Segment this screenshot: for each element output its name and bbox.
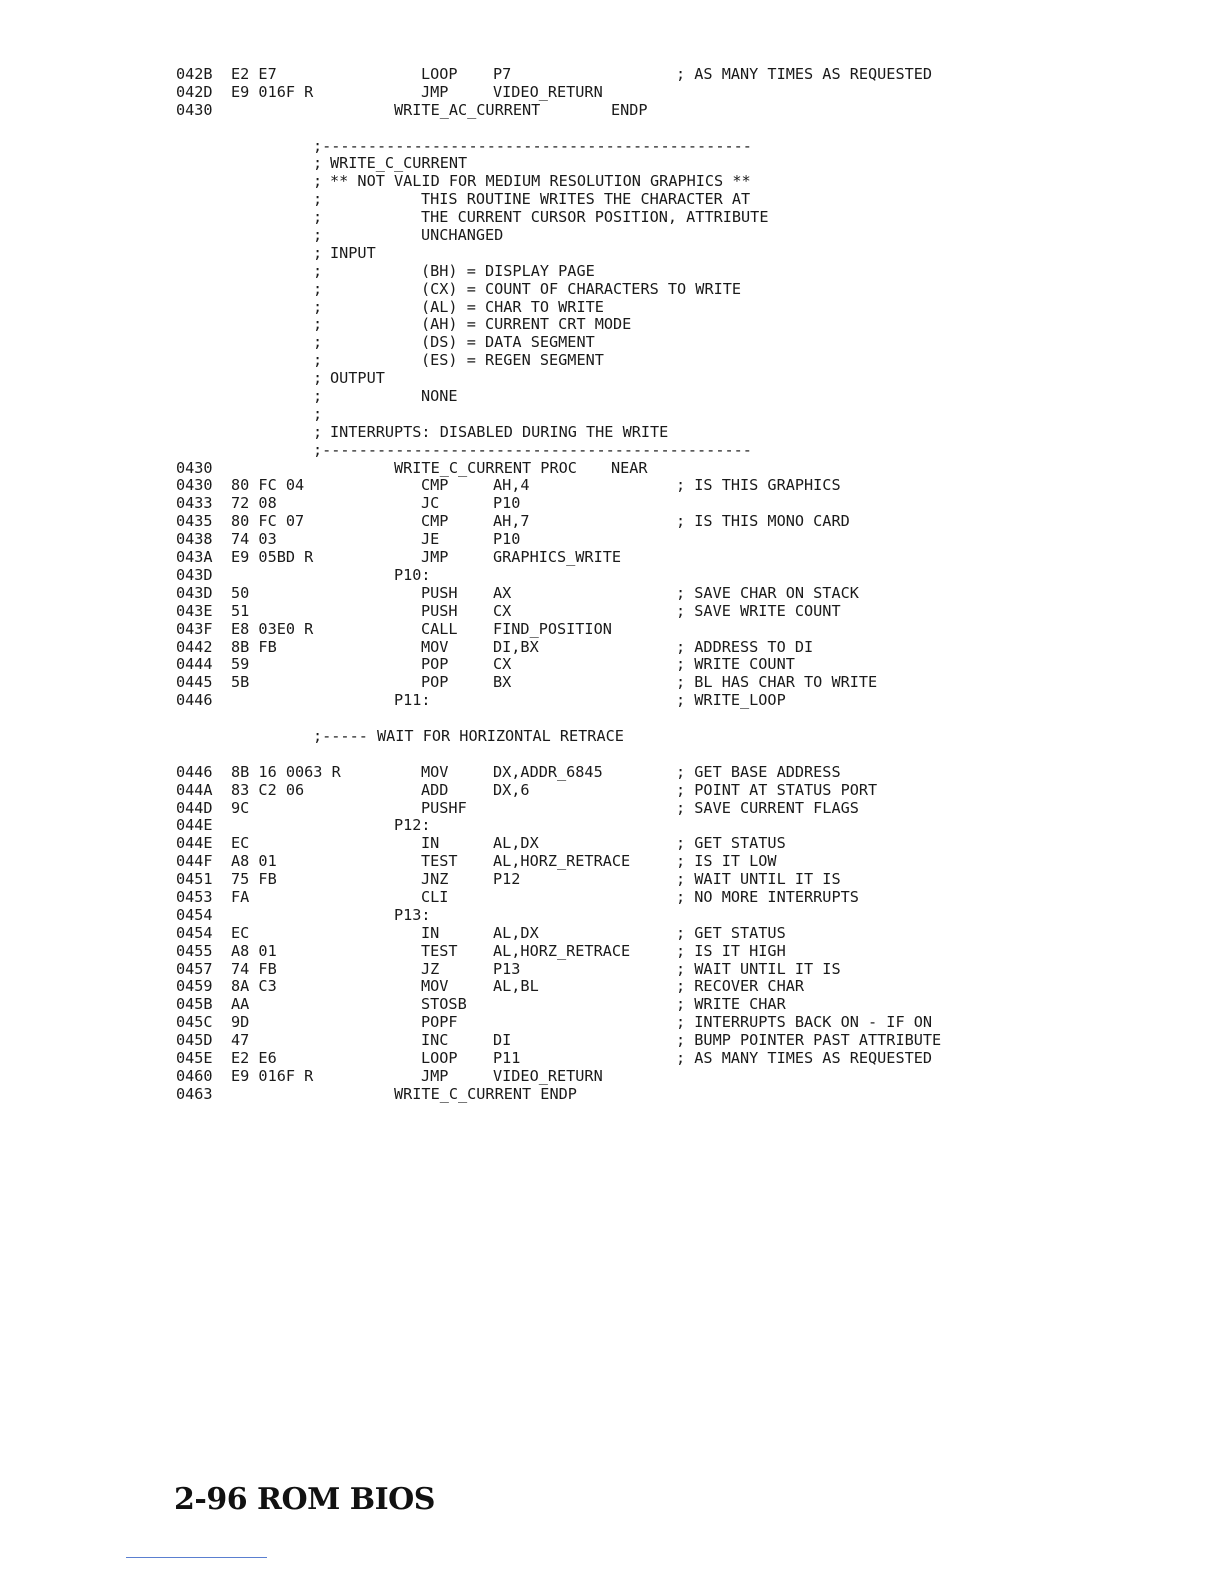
code-line <box>0 585 1224 603</box>
opcode: JC <box>421 494 440 513</box>
address: 044E <box>176 834 213 853</box>
code-line <box>0 66 1224 84</box>
comment-marker: ; <box>313 208 323 227</box>
operand: AL,BL <box>493 977 539 996</box>
address: 0457 <box>176 959 213 978</box>
object-code: 74 03 <box>231 530 277 549</box>
code-line <box>0 245 1224 263</box>
comment: ; AS MANY TIMES AS REQUESTED <box>676 65 933 83</box>
comment-marker: ; <box>313 333 323 352</box>
code-line <box>0 549 1224 567</box>
comment: ; AS MANY TIMES AS REQUESTED <box>676 1048 933 1067</box>
code-line <box>0 1050 1224 1068</box>
object-code: E2 E7 <box>231 65 277 83</box>
comment-marker: ; <box>313 279 323 298</box>
opcode: TEST <box>421 852 458 871</box>
object-code: 9C <box>231 798 250 817</box>
comment: ; WRITE COUNT <box>676 655 795 674</box>
code-line <box>0 316 1224 334</box>
code-line <box>0 263 1224 281</box>
section-text: INPUT <box>330 243 376 262</box>
opcode: LOOP <box>421 65 458 83</box>
address: 045C <box>176 1013 213 1032</box>
comment-marker: ;----------------------------------------------- <box>313 136 752 155</box>
code-line <box>0 817 1224 835</box>
section-detail: (AL) = CHAR TO WRITE <box>421 297 604 316</box>
code-line <box>0 621 1224 639</box>
section-detail: THIS ROUTINE WRITES THE CHARACTER AT <box>421 190 751 209</box>
address: 0444 <box>176 655 213 674</box>
address: 0463 <box>176 1084 213 1103</box>
operand: AL,DX <box>493 923 539 942</box>
comment: ; SAVE CHAR ON STACK <box>676 583 859 602</box>
opcode: PUSH <box>421 601 458 620</box>
object-code: 74 FB <box>231 959 277 978</box>
object-code: E8 03E0 R <box>231 619 314 638</box>
code-line <box>0 728 1224 746</box>
address: 0451 <box>176 870 213 889</box>
comment: ; POINT AT STATUS PORT <box>676 780 878 799</box>
object-code: 47 <box>231 1031 250 1050</box>
comment-marker: ; <box>313 154 323 173</box>
code-line <box>0 442 1224 460</box>
object-code: FA <box>231 887 250 906</box>
operand: GRAPHICS_WRITE <box>493 548 622 567</box>
address: 0433 <box>176 494 213 513</box>
operand: DI,BX <box>493 637 539 656</box>
code-line <box>0 406 1224 424</box>
address: 045E <box>176 1048 213 1067</box>
address: 044F <box>176 852 213 871</box>
opcode: PUSH <box>421 583 458 602</box>
opcode: IN <box>421 923 440 942</box>
comment: ; WRITE CHAR <box>676 995 786 1014</box>
comment-marker: ;----------------------------------------------- <box>313 440 752 459</box>
address: 0459 <box>176 977 213 996</box>
label: P12: <box>394 816 431 835</box>
opcode: POP <box>421 655 449 674</box>
comment: ; GET BASE ADDRESS <box>676 762 841 781</box>
object-code: 80 FC 07 <box>231 512 305 531</box>
procedure-directive: WRITE_C_CURRENT ENDP <box>394 1084 577 1103</box>
address: 043D <box>176 565 213 584</box>
operand: BX <box>493 673 512 692</box>
code-line <box>0 656 1224 674</box>
address: 042D <box>176 82 213 101</box>
comment: ; GET STATUS <box>676 923 786 942</box>
code-line <box>0 978 1224 996</box>
section-detail: THE CURRENT CURSOR POSITION, ATTRIBUTE <box>421 208 769 227</box>
procedure-directive: WRITE_AC_CURRENT <box>394 100 541 119</box>
comment: ; NO MORE INTERRUPTS <box>676 887 859 906</box>
opcode: POP <box>421 673 449 692</box>
opcode: LOOP <box>421 1048 458 1067</box>
comment-marker: ; <box>313 261 323 280</box>
footer-rule <box>126 1557 267 1558</box>
code-line <box>0 674 1224 692</box>
address: 0454 <box>176 923 213 942</box>
operand: FIND_POSITION <box>493 619 612 638</box>
section-text: WRITE_C_CURRENT <box>330 154 468 173</box>
operand: P12 <box>493 870 521 889</box>
operand: AH,4 <box>493 476 530 495</box>
opcode: JMP <box>421 82 449 101</box>
code-line <box>0 1086 1224 1104</box>
comment: ; IS THIS MONO CARD <box>676 512 850 531</box>
opcode: IN <box>421 834 440 853</box>
code-line <box>0 692 1224 710</box>
operand: DX,6 <box>493 780 530 799</box>
operand: AH,7 <box>493 512 530 531</box>
object-code: E9 016F R <box>231 82 314 101</box>
code-line <box>0 191 1224 209</box>
operand: VIDEO_RETURN <box>493 82 603 101</box>
code-line <box>0 603 1224 621</box>
code-line <box>0 173 1224 191</box>
object-code: 8A C3 <box>231 977 277 996</box>
address: 044D <box>176 798 213 817</box>
opcode: JZ <box>421 959 440 978</box>
object-code: 80 FC 04 <box>231 476 305 495</box>
opcode: TEST <box>421 941 458 960</box>
address: 045B <box>176 995 213 1014</box>
code-line <box>0 281 1224 299</box>
opcode: MOV <box>421 977 449 996</box>
comment: ; IS IT HIGH <box>676 941 786 960</box>
section-text: OUTPUT <box>330 369 385 388</box>
operand: AL,DX <box>493 834 539 853</box>
object-code: 72 08 <box>231 494 277 513</box>
code-line <box>0 138 1224 156</box>
code-line <box>0 155 1224 173</box>
comment-marker: ; <box>313 172 323 191</box>
operand: P10 <box>493 530 521 549</box>
comment: ; IS THIS GRAPHICS <box>676 476 841 495</box>
code-line <box>0 477 1224 495</box>
opcode: JMP <box>421 1066 449 1085</box>
comment-marker: ; <box>313 351 323 370</box>
operand: CX <box>493 655 512 674</box>
comment-marker: ; <box>313 387 323 406</box>
object-code: 83 C2 06 <box>231 780 305 799</box>
procedure-directive: WRITE_C_CURRENT PROC <box>394 458 577 477</box>
section-detail: (CX) = COUNT OF CHARACTERS TO WRITE <box>421 279 742 298</box>
code-line <box>0 907 1224 925</box>
address: 0430 <box>176 458 213 477</box>
operand: DI <box>493 1031 512 1050</box>
code-line <box>0 871 1224 889</box>
opcode: ADD <box>421 780 449 799</box>
operand: DX,ADDR_6845 <box>493 762 603 781</box>
code-line <box>0 639 1224 657</box>
comment: ; SAVE WRITE COUNT <box>676 601 841 620</box>
address: 0453 <box>176 887 213 906</box>
comment: ; WRITE_LOOP <box>676 691 786 710</box>
object-code: A8 01 <box>231 852 277 871</box>
object-code: 59 <box>231 655 250 674</box>
comment-marker: ;----- WAIT FOR HORIZONTAL RETRACE <box>313 726 624 745</box>
address: 0445 <box>176 673 213 692</box>
address: 044A <box>176 780 213 799</box>
label: P13: <box>394 905 431 924</box>
section-text: ** NOT VALID FOR MEDIUM RESOLUTION GRAPHICS ** <box>330 172 751 191</box>
object-code: E2 E6 <box>231 1048 277 1067</box>
section-detail: (ES) = REGEN SEGMENT <box>421 351 604 370</box>
label: P11: <box>394 691 431 710</box>
code-line <box>0 513 1224 531</box>
opcode: JNZ <box>421 870 449 889</box>
address: 0430 <box>176 100 213 119</box>
code-line <box>0 782 1224 800</box>
object-code: EC <box>231 923 250 942</box>
code-line <box>0 996 1224 1014</box>
opcode: INC <box>421 1031 449 1050</box>
comment-marker: ; <box>313 422 323 441</box>
comment-marker: ; <box>313 404 323 423</box>
operand: AX <box>493 583 512 602</box>
address: 043D <box>176 583 213 602</box>
object-code: EC <box>231 834 250 853</box>
comment: ; RECOVER CHAR <box>676 977 805 996</box>
code-line <box>0 925 1224 943</box>
opcode: STOSB <box>421 995 467 1014</box>
address: 0430 <box>176 476 213 495</box>
comment-marker: ; <box>313 369 323 388</box>
section-detail: UNCHANGED <box>421 226 504 245</box>
comment-marker: ; <box>313 190 323 209</box>
opcode: CLI <box>421 887 449 906</box>
code-line <box>0 961 1224 979</box>
opcode: PUSHF <box>421 798 467 817</box>
comment-marker: ; <box>313 315 323 334</box>
comment-marker: ; <box>313 297 323 316</box>
section-detail: NONE <box>421 387 458 406</box>
code-line <box>0 943 1224 961</box>
directive-keyword: NEAR <box>611 458 648 477</box>
code-line <box>0 1014 1224 1032</box>
object-code: 75 FB <box>231 870 277 889</box>
code-line <box>0 334 1224 352</box>
address: 043A <box>176 548 213 567</box>
address: 044E <box>176 816 213 835</box>
address: 042B <box>176 65 213 83</box>
comment-marker: ; <box>313 226 323 245</box>
blank-line <box>0 120 1224 138</box>
object-code: A8 01 <box>231 941 277 960</box>
blank-line <box>0 710 1224 728</box>
opcode: POPF <box>421 1013 458 1032</box>
comment: ; ADDRESS TO DI <box>676 637 814 656</box>
opcode: CALL <box>421 619 458 638</box>
directive-keyword: ENDP <box>611 100 648 119</box>
address: 0455 <box>176 941 213 960</box>
comment: ; IS IT LOW <box>676 852 777 871</box>
opcode: JMP <box>421 548 449 567</box>
operand: P11 <box>493 1048 521 1067</box>
address: 0454 <box>176 905 213 924</box>
code-line <box>0 370 1224 388</box>
code-line <box>0 495 1224 513</box>
operand: P13 <box>493 959 521 978</box>
address: 0435 <box>176 512 213 531</box>
code-line <box>0 299 1224 317</box>
code-line <box>0 764 1224 782</box>
code-line <box>0 227 1224 245</box>
comment: ; SAVE CURRENT FLAGS <box>676 798 859 817</box>
code-line <box>0 352 1224 370</box>
object-code: 9D <box>231 1013 250 1032</box>
code-line <box>0 1032 1224 1050</box>
opcode: CMP <box>421 476 449 495</box>
code-line <box>0 209 1224 227</box>
object-code: 50 <box>231 583 250 602</box>
comment: ; BUMP POINTER PAST ATTRIBUTE <box>676 1031 942 1050</box>
address: 043E <box>176 601 213 620</box>
comment: ; WAIT UNTIL IT IS <box>676 959 841 978</box>
object-code: E9 016F R <box>231 1066 314 1085</box>
section-text: INTERRUPTS: DISABLED DURING THE WRITE <box>330 422 669 441</box>
code-line <box>0 531 1224 549</box>
comment: ; WAIT UNTIL IT IS <box>676 870 841 889</box>
opcode: MOV <box>421 762 449 781</box>
operand: AL,HORZ_RETRACE <box>493 852 631 871</box>
address: 045D <box>176 1031 213 1050</box>
comment: ; BL HAS CHAR TO WRITE <box>676 673 878 692</box>
code-line <box>0 1068 1224 1086</box>
operand: AL,HORZ_RETRACE <box>493 941 631 960</box>
opcode: MOV <box>421 637 449 656</box>
object-code: 5B <box>231 673 250 692</box>
object-code: AA <box>231 995 250 1014</box>
address: 0446 <box>176 762 213 781</box>
blank-line <box>0 746 1224 764</box>
code-line <box>0 800 1224 818</box>
object-code: E9 05BD R <box>231 548 314 567</box>
code-line <box>0 460 1224 478</box>
object-code: 8B FB <box>231 637 277 656</box>
page-footer-title: 2-96 ROM BIOS <box>174 1482 435 1517</box>
code-line <box>0 388 1224 406</box>
section-detail: (DS) = DATA SEGMENT <box>421 333 595 352</box>
object-code: 51 <box>231 601 250 620</box>
code-line <box>0 889 1224 907</box>
section-detail: (BH) = DISPLAY PAGE <box>421 261 595 280</box>
comment: ; INTERRUPTS BACK ON - IF ON <box>676 1013 933 1032</box>
code-line <box>0 853 1224 871</box>
address: 0438 <box>176 530 213 549</box>
object-code: 8B 16 0063 R <box>231 762 341 781</box>
address: 0460 <box>176 1066 213 1085</box>
label: P10: <box>394 565 431 584</box>
code-line <box>0 424 1224 442</box>
code-listing <box>0 66 1224 1104</box>
address: 0442 <box>176 637 213 656</box>
address: 043F <box>176 619 213 638</box>
code-line <box>0 567 1224 585</box>
comment: ; GET STATUS <box>676 834 786 853</box>
opcode: CMP <box>421 512 449 531</box>
operand: P7 <box>493 65 512 83</box>
operand: VIDEO_RETURN <box>493 1066 603 1085</box>
section-detail: (AH) = CURRENT CRT MODE <box>421 315 632 334</box>
address: 0446 <box>176 691 213 710</box>
comment-marker: ; <box>313 243 323 262</box>
opcode: JE <box>421 530 440 549</box>
operand: P10 <box>493 494 521 513</box>
operand: CX <box>493 601 512 620</box>
code-line <box>0 102 1224 120</box>
code-line <box>0 84 1224 102</box>
code-line <box>0 835 1224 853</box>
